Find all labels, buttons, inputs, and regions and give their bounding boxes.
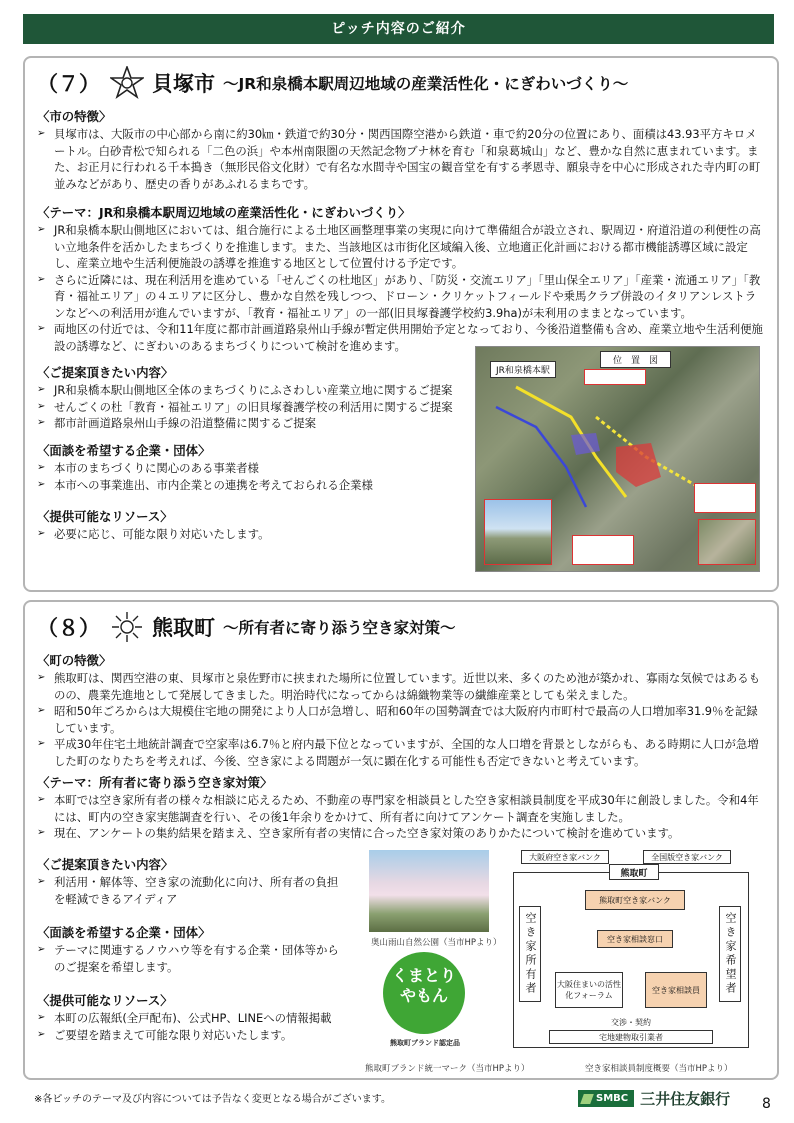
map-title: 位 置 図 [600, 351, 671, 368]
list-item: ➢ 現在、アンケートの集約結果を踏まえ、空き家所有者の実情に合った空き家対策のありかたについて検討を進めています。 [37, 825, 765, 842]
kaizuka-number: （７） [37, 72, 100, 96]
kaizuka-companies-heading: 〈面談を希望する企業・団体〉 [37, 443, 211, 458]
list-item: ➢ せんごくの杜「教育・福祉エリア」の旧貝塚養護学校の利活用に関するご提案 [37, 399, 467, 416]
node-consult-window: 空き家相談窓口 [597, 930, 673, 948]
node-hopeful: 空き家希望者 [719, 906, 741, 1002]
kumatori-name: 熊取町 [152, 616, 215, 640]
kaizuka-title [37, 66, 628, 100]
node-osaka-bank: 大阪府空き家バンク [521, 850, 609, 864]
list-item: ➢ 必要に応じ、可能な限り対応いたします。 [37, 526, 467, 543]
node-owner: 空き家所有者 [519, 906, 541, 1002]
list-item: ➢ テーマに関連するノウハウ等を有する企業・団体等からのご提案を希望します。 [37, 942, 347, 975]
node-town: 熊取町 [609, 864, 659, 880]
list-item: ➢ 本市のまちづくりに関心のある事業者様 [37, 460, 467, 477]
kaizuka-emblem-icon [110, 66, 144, 100]
location-map [475, 346, 760, 572]
kumatori-companies [37, 924, 347, 975]
kaizuka-panel [23, 56, 779, 592]
list-item: ➢ ご要望を踏まえて可能な限り対応いたします。 [37, 1027, 367, 1044]
map-callout [694, 483, 756, 513]
kumatori-resources [37, 992, 367, 1043]
list-item: ➢ 両地区の付近では、令和11年度に都市計画道路泉州山手線が暫定供用開始予定となっており、今後沿道整備も含め、産業立地や生活利便施設の誘導など、にぎわいのあるまちづくりについて検討を進めます。 [37, 321, 765, 354]
map-callout [584, 369, 646, 385]
list-item: ➢ さらに近隣には、現在利活用を進めている「せんごくの杜地区」があり、「防災・交流エリア」「里山保全エリア」「産業・流通エリア」「教育・福祉エリア」の４エリアに区分し、豊かな自然を残しつつ、ドローン・クリケットフィールドや乗馬クラブ併設のイタリアンレストランなどへの利活用が進んでいますが、「教育・福祉エリア」の一部(旧貝塚養護学校約3.9ha)が未利用のままとなっています。 [37, 272, 765, 322]
kumatori-features-heading: 〈町の特徴〉 [37, 653, 112, 668]
logo-note: 熊取町ブランド認定品 [390, 1039, 460, 1047]
kaizuka-proposal-heading: 〈ご提案頂きたい内容〉 [37, 365, 174, 380]
kumatori-emblem-icon [110, 610, 144, 644]
logo-text: やもん [399, 986, 448, 1005]
kaizuka-subtitle: ～JR和泉橋本駅周辺地域の産業活性化・にぎわいづくり～ [223, 75, 629, 93]
list-item: ➢ 平成30年住宅土地統計調査で空家率は6.7％と府内最下位となっていますが、全国的な人口増を背景としながらも、ある時期に人口が急増した町のなりたちを考えれば、今後、空き家による問題が一気に顕在化する可能性も否定できないと考えています。 [37, 736, 765, 769]
list-item: ➢ 都市計画道路泉州山手線の沿道整備に関するご提案 [37, 415, 467, 432]
kumatori-panel [23, 600, 779, 1080]
map-callout [572, 535, 634, 565]
logo-caption: 熊取町ブランド統一マーク（当市HPより） [365, 1064, 530, 1074]
kumatori-theme-heading: 〈テーマ：所有者に寄り添う空き家対策〉 [37, 775, 273, 790]
kaizuka-features [37, 108, 765, 192]
kumatori-resources-heading: 〈提供可能なリソース〉 [37, 993, 173, 1008]
kumatori-proposal-heading: 〈ご提案頂きたい内容〉 [37, 857, 174, 872]
node-akiya-bank: 熊取町空き家バンク [585, 890, 685, 910]
footnote: ※各ピッチのテーマ及び内容については予告なく変更となる場合がございます。 [34, 1094, 391, 1105]
site-photo [484, 499, 552, 565]
smbc-logo [578, 1087, 730, 1109]
page-number: 8 [762, 1096, 771, 1112]
kaizuka-companies [37, 442, 467, 493]
site-photo [698, 519, 756, 565]
kumatori-title [37, 610, 456, 644]
kumatori-features [37, 652, 765, 769]
section-banner: ピッチ内容のご紹介 [23, 14, 774, 44]
node-consultant: 空き家相談員 [645, 972, 707, 1008]
kumatori-subtitle: ～所有者に寄り添う空き家対策～ [223, 619, 456, 637]
kaizuka-features-heading: 〈市の特徴〉 [37, 109, 112, 124]
kaizuka-name: 貝塚市 [152, 72, 215, 96]
node-national-bank: 全国版空き家バンク [643, 850, 731, 864]
list-item: ➢ 本町では空き家所有者の様々な相談に応えるため、不動産の専門家を相談員とした空き家相談員制度を平成30年に創設しました。令和4年には、町内の空き家実態調査を行い、その後1年余りをかけて、所有者に向けてアンケート調査を実施しました。 [37, 792, 765, 825]
list-item: ➢ 利活用・解体等、空き家の流動化に向け、所有者の負担を軽減できるアイディア [37, 874, 347, 907]
list-item: ➢ 貝塚市は、大阪市の中心部から南に約30㎞・鉄道で約30分・関西国際空港から鉄道・車で約20分の位置にあり、面積は43.93平方キロメートル。白砂青松で知られる「二色の浜」や本州南限圏の天然記念物ブナ林を育む「和泉葛城山」など、豊かな自然に恵まれています。また、お正月に行われる千本搗き（無形民俗文化財）で有名な水間寺や国宝の観音堂を有する孝恩寺、願泉寺を中心に形成された寺内町の町並みなどがあり、歴史の香りがあふれるまちです。 [37, 126, 765, 192]
list-item: ➢ JR和泉橋本駅山側地区においては、組合施行による土地区画整理事業の実現に向けて準備組合が設立され、駅周辺・府道沿道の利便性の高い立地条件を活かしたまちづくりを推進します。また、当該地区は市街化区域編入後、立地適正化計画における都市機能誘導区域に設定し、産業立地や生活利便施設の誘導を推進する地区として位置付ける予定です。 [37, 222, 765, 272]
kumatori-proposal [37, 856, 347, 907]
node-agents: 宅地建物取引業者 [549, 1030, 713, 1044]
list-item: ➢ JR和泉橋本駅山側地区全体のまちづくりにふさわしい産業立地に関するご提案 [37, 382, 467, 399]
list-item: ➢ 本町の広報紙(全戸配布)、公式HP、LINEへの情報掲載 [37, 1010, 367, 1027]
node-forum: 大阪住まいの活性化フォーラム [555, 972, 623, 1008]
photo-caption: 奥山雨山自然公園（当市HPより） [371, 938, 502, 948]
node-link: 交渉・契約 [549, 1016, 713, 1028]
kumatori-brand-logo [383, 952, 465, 1034]
list-item: ➢ 昭和50年ごろからは大規模住宅地の開発により人口が急増し、昭和60年の国勢調査では大阪府内市町村で最高の人口増加率31.9％を記録しています。 [37, 703, 765, 736]
kumatori-number: （８） [37, 616, 100, 640]
station-label: JR和泉橋本駅 [490, 361, 556, 378]
kumatori-theme [37, 774, 765, 842]
logo-text: くまとり [391, 966, 456, 985]
kaizuka-theme [37, 204, 765, 354]
list-item: ➢ 本市への事業進出、市内企業との連携を考えておられる企業様 [37, 477, 467, 494]
kaizuka-proposal [37, 364, 467, 432]
park-photo [369, 850, 489, 932]
kaizuka-theme-heading: 〈テーマ：JR和泉橋本駅周辺地域の産業活性化・にぎわいづくり〉 [37, 205, 411, 220]
chart-caption: 空き家相談員制度概要（当市HPより） [585, 1064, 733, 1074]
list-item: ➢ 熊取町は、関西空港の東、貝塚市と泉佐野市に挟まれた場所に位置しています。近世以来、多くのため池が築かれ、寡雨な気候ではあるものの、農業先進地として発展してきました。明治時代になってからは綿織物業等の繊維産業としても栄えました。 [37, 670, 765, 703]
kaizuka-resources [37, 508, 467, 543]
kumatori-companies-heading: 〈面談を希望する企業・団体〉 [37, 925, 211, 940]
consultant-system-diagram [513, 850, 757, 1062]
smbc-mark: SMBC [578, 1090, 634, 1107]
kaizuka-resources-heading: 〈提供可能なリソース〉 [37, 509, 173, 524]
bank-name: 三井住友銀行 [640, 1089, 731, 1108]
